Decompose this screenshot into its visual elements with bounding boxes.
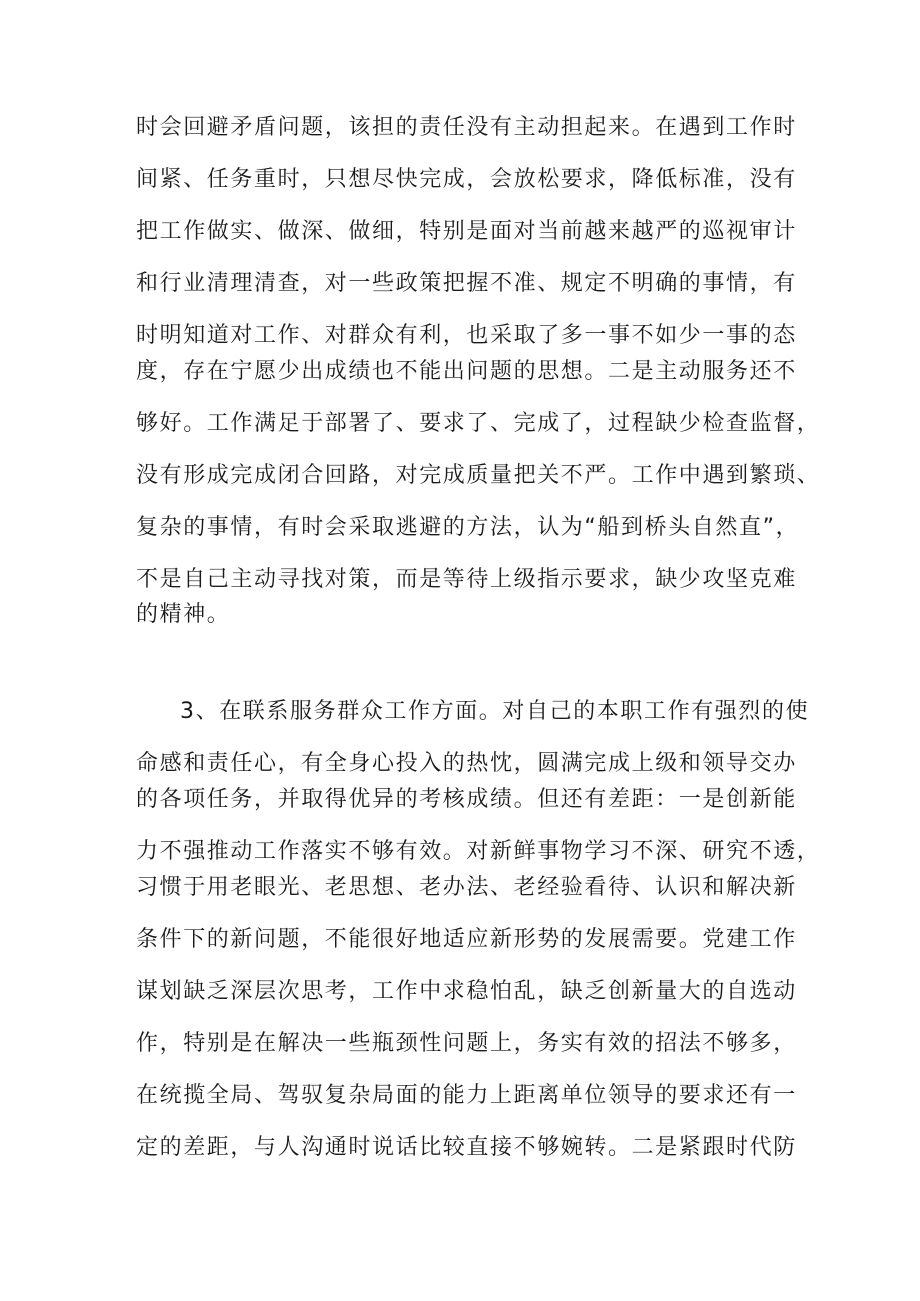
paragraph-line: 不是自己主动寻找对策，而是等待上级指示要求，缺少攻坚克难 [136, 567, 797, 592]
paragraph-line: 和行业清理清查，对一些政策把握不准、规定不明确的事情，有 [136, 271, 797, 296]
paragraph-line: 够好。工作满足于部署了、要求了、完成了，过程缺少检查监督， [136, 411, 821, 436]
paragraph-line: 定的差距，与人沟通时说话比较直接不够婉转。二是紧跟时代防 [136, 1135, 797, 1160]
paragraph-line: 条件下的新问题，不能很好地适应新形势的发展需要。党建工作 [136, 927, 797, 952]
paragraph-line: 时明知道对工作、对群众有利，也采取了多一事不如少一事的态 [136, 323, 797, 348]
paragraph-line: 时会回避矛盾问题，该担的责任没有主动担起来。在遇到工作时 [136, 115, 797, 140]
paragraph-line: 谋划缺乏深层次思考，工作中求稳怕乱，缺乏创新量大的自选动 [136, 979, 797, 1004]
paragraph-line: 把工作做实、做深、做细，特别是面对当前越来越严的巡视审计 [136, 219, 797, 244]
paragraph-line: 的各项任务，并取得优异的考核成绩。但还有差距：一是创新能 [136, 787, 797, 812]
paragraph-line: 在统揽全局、驾驭复杂局面的能力上距离单位领导的要求还有一 [136, 1083, 797, 1108]
paragraph-line: 命感和责任心，有全身心投入的热忱，圆满完成上级和领导交办 [136, 751, 797, 776]
paragraph-line: 没有形成完成闭合回路，对完成质量把关不严。工作中遇到繁琐、 [136, 463, 821, 488]
paragraph-line: 作，特别是在解决一些瓶颈性问题上，务实有效的招法不够多， [136, 1031, 797, 1056]
paragraph-line: 间紧、任务重时，只想尽快完成，会放松要求，降低标准，没有 [136, 167, 797, 192]
paragraph-line: 习惯于用老眼光、老思想、老办法、老经验看待、认识和解决新 [136, 875, 797, 900]
paragraph-line: 复杂的事情，有时会采取逃避的方法，认为“船到桥头自然直”， [136, 515, 800, 540]
paragraph-line: 度，存在宁愿少出成绩也不能出问题的思想。二是主动服务还不 [136, 359, 797, 384]
paragraph-line: 3、在联系服务群众工作方面。对自己的本职工作有强烈的使 [180, 699, 810, 724]
paragraph-line: 的精神。 [136, 602, 231, 627]
paragraph-line: 力不强推动工作落实不够有效。对新鲜事物学习不深、研究不透， [136, 839, 821, 864]
